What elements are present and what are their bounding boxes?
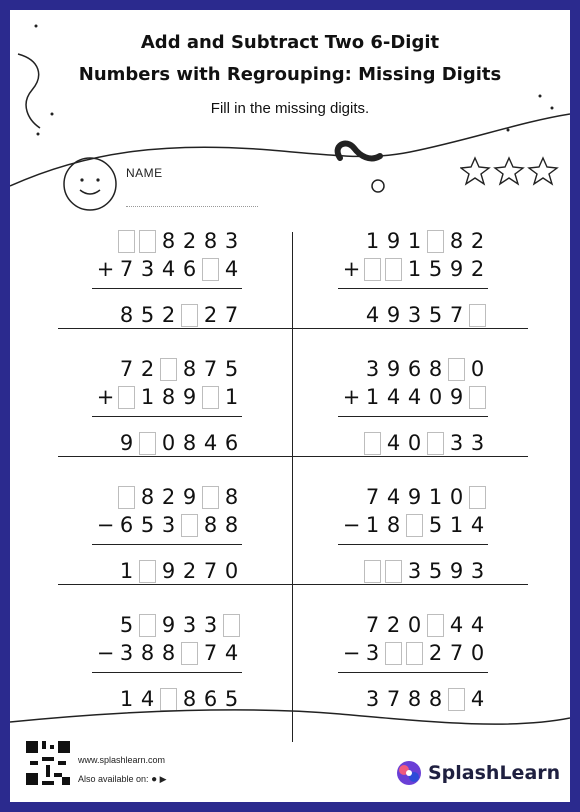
digit: 8	[182, 431, 197, 455]
missing-digit-box[interactable]	[139, 230, 156, 253]
problem	[92, 484, 242, 584]
sum-rule	[338, 288, 488, 289]
digit: 3	[365, 641, 380, 665]
digit: 7	[386, 687, 401, 711]
digit: 4	[449, 613, 464, 637]
missing-digit-box[interactable]	[202, 486, 219, 509]
digit: 3	[140, 257, 155, 281]
splashlearn-logo-icon	[394, 758, 424, 788]
problem	[338, 484, 488, 584]
digit: 9	[407, 485, 422, 509]
digit: 1	[119, 687, 134, 711]
top-number	[362, 612, 488, 638]
sum-rule	[92, 288, 242, 289]
digit: 5	[428, 303, 443, 327]
digit: 6	[182, 257, 197, 281]
missing-digit-box[interactable]	[181, 642, 198, 665]
digit: 3	[119, 641, 134, 665]
sum-rule	[92, 416, 242, 417]
missing-digit-box[interactable]	[469, 486, 486, 509]
digit: 6	[407, 357, 422, 381]
digit: 8	[449, 229, 464, 253]
digit: 7	[203, 641, 218, 665]
footer-wave	[10, 700, 570, 740]
sum-rule	[338, 672, 488, 673]
digit: 2	[203, 303, 218, 327]
problem	[338, 612, 488, 712]
digit: 4	[224, 641, 239, 665]
problem	[92, 228, 242, 328]
digit: 4	[386, 385, 401, 409]
digit: 1	[365, 385, 380, 409]
digit: 7	[224, 303, 239, 327]
column-divider	[292, 232, 293, 742]
digit: 6	[203, 687, 218, 711]
digit: 7	[203, 357, 218, 381]
digit: 1	[365, 229, 380, 253]
star-icon	[529, 158, 557, 184]
digit: 5	[224, 687, 239, 711]
star-rating-icons	[460, 156, 560, 188]
digit: 9	[449, 257, 464, 281]
missing-digit-box[interactable]	[223, 614, 240, 637]
answer-number	[362, 558, 488, 584]
digit: 2	[182, 229, 197, 253]
digit: 9	[119, 431, 134, 455]
missing-digit-box[interactable]	[406, 514, 423, 537]
operator-sign: −	[96, 513, 115, 537]
instruction-text: Fill in the missing digits.	[210, 100, 370, 117]
digit: 3	[449, 431, 464, 455]
digit: 8	[386, 513, 401, 537]
bottom-number	[341, 256, 488, 282]
digit: 8	[161, 229, 176, 253]
bottom-number	[95, 640, 242, 666]
smiley-avatar-icon	[62, 156, 118, 212]
operator-sign: +	[96, 257, 115, 281]
missing-digit-box[interactable]	[469, 304, 486, 327]
apple-icon[interactable]: ●	[151, 774, 158, 785]
problem	[92, 356, 242, 456]
digit: 8	[224, 485, 239, 509]
missing-digit-box[interactable]	[118, 230, 135, 253]
availability-label: Also available on:	[78, 774, 149, 784]
missing-digit-box[interactable]	[139, 560, 156, 583]
digit: 5	[428, 257, 443, 281]
digit: 4	[161, 257, 176, 281]
operator-sign: −	[342, 513, 361, 537]
digit: 7	[449, 303, 464, 327]
digit: 4	[470, 613, 485, 637]
digit: 5	[140, 513, 155, 537]
digit: 8	[161, 641, 176, 665]
digit: 0	[407, 613, 422, 637]
row-divider	[58, 456, 528, 457]
qr-code-icon	[26, 741, 70, 785]
digit: 8	[428, 357, 443, 381]
sum-rule	[92, 672, 242, 673]
digit: 9	[182, 485, 197, 509]
brand-logo	[394, 758, 560, 788]
missing-digit-box[interactable]	[139, 614, 156, 637]
digit: 3	[407, 303, 422, 327]
digit: 1	[428, 485, 443, 509]
problem	[338, 228, 488, 328]
bottom-number	[341, 512, 488, 538]
digit: 2	[182, 559, 197, 583]
digit: 0	[470, 357, 485, 381]
digit: 5	[119, 613, 134, 637]
digit: 4	[386, 431, 401, 455]
digit: 8	[224, 513, 239, 537]
digit: 9	[182, 385, 197, 409]
play-store-icon[interactable]: ▶	[159, 774, 167, 784]
missing-digit-box[interactable]	[406, 642, 423, 665]
digit: 3	[182, 613, 197, 637]
digit: 0	[428, 385, 443, 409]
problem	[92, 612, 242, 712]
missing-digit-box[interactable]	[385, 642, 402, 665]
star-icon	[495, 158, 523, 184]
missing-digit-box[interactable]	[202, 386, 219, 409]
page-title-line1: Add and Subtract Two 6-Digit	[140, 32, 440, 53]
bottom-number	[341, 384, 488, 410]
digit: 5	[428, 559, 443, 583]
digit: 4	[140, 687, 155, 711]
missing-digit-box[interactable]	[469, 386, 486, 409]
page-title-line2: Numbers with Regrouping: Missing Digits	[78, 64, 502, 85]
sum-rule	[338, 416, 488, 417]
digit: 7	[365, 613, 380, 637]
missing-digit-box[interactable]	[427, 432, 444, 455]
digit: 7	[365, 485, 380, 509]
bottom-number	[95, 512, 242, 538]
answer-number	[362, 430, 488, 456]
answer-number	[116, 558, 242, 584]
digit: 3	[365, 357, 380, 381]
bottom-number	[95, 256, 242, 282]
digit: 1	[119, 559, 134, 583]
operator-sign: −	[342, 641, 361, 665]
digit: 1	[407, 257, 422, 281]
digit: 3	[470, 431, 485, 455]
digit: 0	[470, 641, 485, 665]
digit: 6	[119, 513, 134, 537]
digit: 3	[224, 229, 239, 253]
missing-digit-box[interactable]	[139, 432, 156, 455]
digit: 2	[470, 229, 485, 253]
top-number	[116, 612, 242, 638]
digit: 5	[224, 357, 239, 381]
name-input-line[interactable]	[126, 206, 258, 207]
row-divider	[58, 328, 528, 329]
digit: 0	[407, 431, 422, 455]
website-link[interactable]: www.splashlearn.com	[78, 755, 166, 765]
digit: 9	[386, 229, 401, 253]
digit: 5	[428, 513, 443, 537]
digit: 0	[449, 485, 464, 509]
digit: 4	[470, 513, 485, 537]
digit: 0	[161, 431, 176, 455]
brand-name: SplashLearn	[428, 762, 561, 784]
digit: 9	[449, 559, 464, 583]
digit: 8	[428, 687, 443, 711]
top-number	[116, 228, 242, 254]
name-label: NAME	[126, 166, 163, 180]
missing-digit-box[interactable]	[181, 304, 198, 327]
answer-number	[116, 430, 242, 456]
missing-digit-box[interactable]	[448, 358, 465, 381]
digit: 4	[203, 431, 218, 455]
digit: 3	[470, 559, 485, 583]
digit: 9	[386, 303, 401, 327]
digit: 4	[224, 257, 239, 281]
digit: 3	[203, 613, 218, 637]
digit: 9	[386, 357, 401, 381]
digit: 4	[470, 687, 485, 711]
digit: 9	[449, 385, 464, 409]
digit: 2	[140, 357, 155, 381]
digit: 1	[449, 513, 464, 537]
digit: 1	[140, 385, 155, 409]
digit: 4	[407, 385, 422, 409]
missing-digit-box[interactable]	[385, 258, 402, 281]
operator-sign: +	[342, 385, 361, 409]
missing-digit-box[interactable]	[427, 614, 444, 637]
digit: 4	[365, 303, 380, 327]
digit: 0	[224, 559, 239, 583]
digit: 8	[161, 385, 176, 409]
digit: 7	[119, 257, 134, 281]
worksheet	[10, 10, 570, 802]
app-availability	[78, 774, 167, 785]
digit: 3	[161, 513, 176, 537]
digit: 1	[365, 513, 380, 537]
top-number	[362, 356, 488, 382]
missing-digit-box[interactable]	[118, 386, 135, 409]
missing-digit-box[interactable]	[364, 560, 381, 583]
operator-sign: +	[96, 385, 115, 409]
missing-digit-box[interactable]	[202, 258, 219, 281]
top-number	[362, 484, 488, 510]
missing-digit-box[interactable]	[427, 230, 444, 253]
digit: 7	[449, 641, 464, 665]
digit: 8	[140, 485, 155, 509]
digit: 8	[407, 687, 422, 711]
missing-digit-box[interactable]	[181, 514, 198, 537]
digit: 8	[182, 687, 197, 711]
missing-digit-box[interactable]	[385, 560, 402, 583]
answer-number	[116, 302, 242, 328]
top-number	[362, 228, 488, 254]
operator-sign: +	[342, 257, 361, 281]
bottom-number	[341, 640, 488, 666]
digit: 1	[224, 385, 239, 409]
top-number	[116, 356, 242, 382]
digit: 8	[119, 303, 134, 327]
star-icon	[461, 158, 489, 184]
missing-digit-box[interactable]	[364, 258, 381, 281]
digit: 2	[428, 641, 443, 665]
top-number	[116, 484, 242, 510]
digit: 4	[386, 485, 401, 509]
sum-rule	[92, 544, 242, 545]
digit: 7	[203, 559, 218, 583]
operator-sign: −	[96, 641, 115, 665]
digit: 1	[407, 229, 422, 253]
sum-rule	[338, 544, 488, 545]
digit: 2	[161, 303, 176, 327]
answer-number	[362, 302, 488, 328]
digit: 2	[386, 613, 401, 637]
digit: 3	[407, 559, 422, 583]
digit: 8	[140, 641, 155, 665]
digit: 9	[161, 559, 176, 583]
digit: 8	[203, 229, 218, 253]
bottom-number	[95, 384, 242, 410]
digit: 5	[140, 303, 155, 327]
missing-digit-box[interactable]	[118, 486, 135, 509]
problem	[338, 356, 488, 456]
digit: 7	[119, 357, 134, 381]
row-divider	[58, 584, 528, 585]
digit: 9	[161, 613, 176, 637]
missing-digit-box[interactable]	[160, 358, 177, 381]
digit: 8	[203, 513, 218, 537]
digit: 8	[182, 357, 197, 381]
digit: 2	[470, 257, 485, 281]
missing-digit-box[interactable]	[364, 432, 381, 455]
digit: 6	[224, 431, 239, 455]
digit: 2	[161, 485, 176, 509]
digit: 3	[365, 687, 380, 711]
